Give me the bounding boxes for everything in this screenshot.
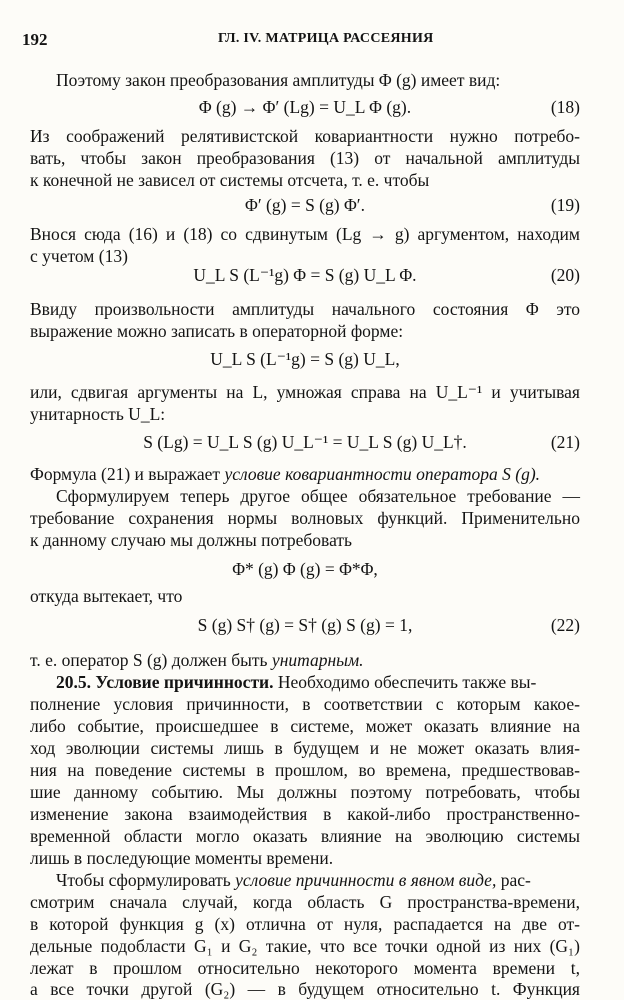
equation-22: S (g) S† (g) = S† (g) S (g) = 1, <box>197 615 413 635</box>
equation-20: U_L S (L⁻¹g) Φ = S (g) U_L Φ. <box>193 265 417 285</box>
page-number: 192 <box>22 30 48 49</box>
text-line: либо событие, происшедшее в системе, может оказать влияние на <box>30 716 580 736</box>
text-line <box>30 649 580 671</box>
text-line: шие данному событию. Мы должны поэтому потребовать, чтобы <box>30 782 580 802</box>
text-line <box>56 869 580 891</box>
equation-number: (19) <box>550 195 580 215</box>
text-line: требование сохранения нормы волновых функций. Применительно <box>30 508 580 528</box>
text-run: Необходимо обеспечить также вы- <box>277 672 537 692</box>
equation-number: (18) <box>550 97 580 117</box>
operator-equation: U_L S (L⁻¹g) = S (g) U_L, <box>210 349 400 369</box>
equation-19: Φ′ (g) = S (g) Φ′. <box>245 195 365 215</box>
text-line: в которой функция g (x) отлична от нуля, распадается на две от- <box>30 914 580 934</box>
text-line: лишь в последующие моменты времени. <box>30 848 334 868</box>
text-run: т. е. оператор S (g) должен быть <box>30 650 268 670</box>
text-line: вать, чтобы закон преобразования (13) от начальной амплитуды <box>30 148 580 168</box>
text-run: Чтобы сформулировать <box>56 870 231 890</box>
text-line: Из соображений релятивистской ковариантности нужно потребо- <box>30 126 580 146</box>
text-line: Сформулируем теперь другое общее обязательное требование — <box>56 486 580 506</box>
text-line: к данному случаю мы должны потребовать <box>30 530 353 550</box>
page-header <box>22 30 584 52</box>
section-heading: 20.5. Условие причинности. <box>56 672 274 692</box>
text-line: смотрим сначала случай, когда область G пространства-времени, <box>30 892 580 912</box>
text-line: Ввиду произвольности амплитуды начального состояния Φ это <box>30 299 580 319</box>
italic-term: условие ковариантности оператора S (g). <box>224 464 541 484</box>
text-line: временной области могло оказать влияние на эволюцию системы <box>30 826 580 846</box>
text-line: лежат в прошлом относительно некоторого момента времени t, <box>30 958 580 978</box>
running-head: ГЛ. IV. МАТРИЦА РАССЕЯНИЯ <box>218 31 434 46</box>
equation-number: (22) <box>550 615 580 635</box>
text-line: или, сдвигая аргументы на L, умножая справа на U_L⁻¹ и учитывая <box>30 382 580 402</box>
text-line: полнение условия причинности, в соответствии с которым какое- <box>30 694 580 714</box>
text-line: откуда вытекает, что <box>30 586 183 606</box>
section-heading-line <box>56 671 580 693</box>
text-line: а все точки другой (G₂) — в будущем относительно t. Функция <box>30 979 580 999</box>
text-line: ния на поведение системы в прошлом, во времена, предшествовав- <box>30 760 580 780</box>
text-line: изменение закона взаимодействия в какой-либо пространственно- <box>30 804 580 824</box>
text-run: Формула (21) и выражает <box>30 464 221 484</box>
italic-term: условие причинности в явном виде, <box>235 870 497 890</box>
text-line: Поэтому закон преобразования амплитуды Φ (g) имеет вид: <box>56 70 501 90</box>
equation-number: (21) <box>550 432 580 452</box>
text-line: унитарность U_L: <box>30 404 166 424</box>
equation-number: (20) <box>550 265 580 285</box>
text-line: выражение можно записать в операторной форме: <box>30 321 404 341</box>
norm-equation: Φ* (g) Φ (g) = Φ*Φ, <box>232 559 378 579</box>
text-line: к конечной не зависел от системы отсчета, т. е. чтобы <box>30 170 430 190</box>
equation-21: S (Lg) = U_L S (g) U_L⁻¹ = U_L S (g) U_L†. <box>143 432 467 452</box>
text-line: с учетом (13) <box>30 246 128 266</box>
text-line <box>30 463 580 485</box>
text-line: Внося сюда (16) и (18) со сдвинутым (Lg → g) аргументом, находим <box>30 224 580 244</box>
text-line: ход эволюции системы лишь в будущем и не может оказать влия- <box>30 738 580 758</box>
italic-term: унитарным. <box>271 650 364 670</box>
text-run: рас- <box>500 870 531 890</box>
text-line: дельные подобласти G₁ и G₂ такие, что все точки одной из них (G₁) <box>30 936 580 956</box>
equation-18: Φ (g) → Φ′ (Lg) = U_L Φ (g). <box>198 97 412 117</box>
